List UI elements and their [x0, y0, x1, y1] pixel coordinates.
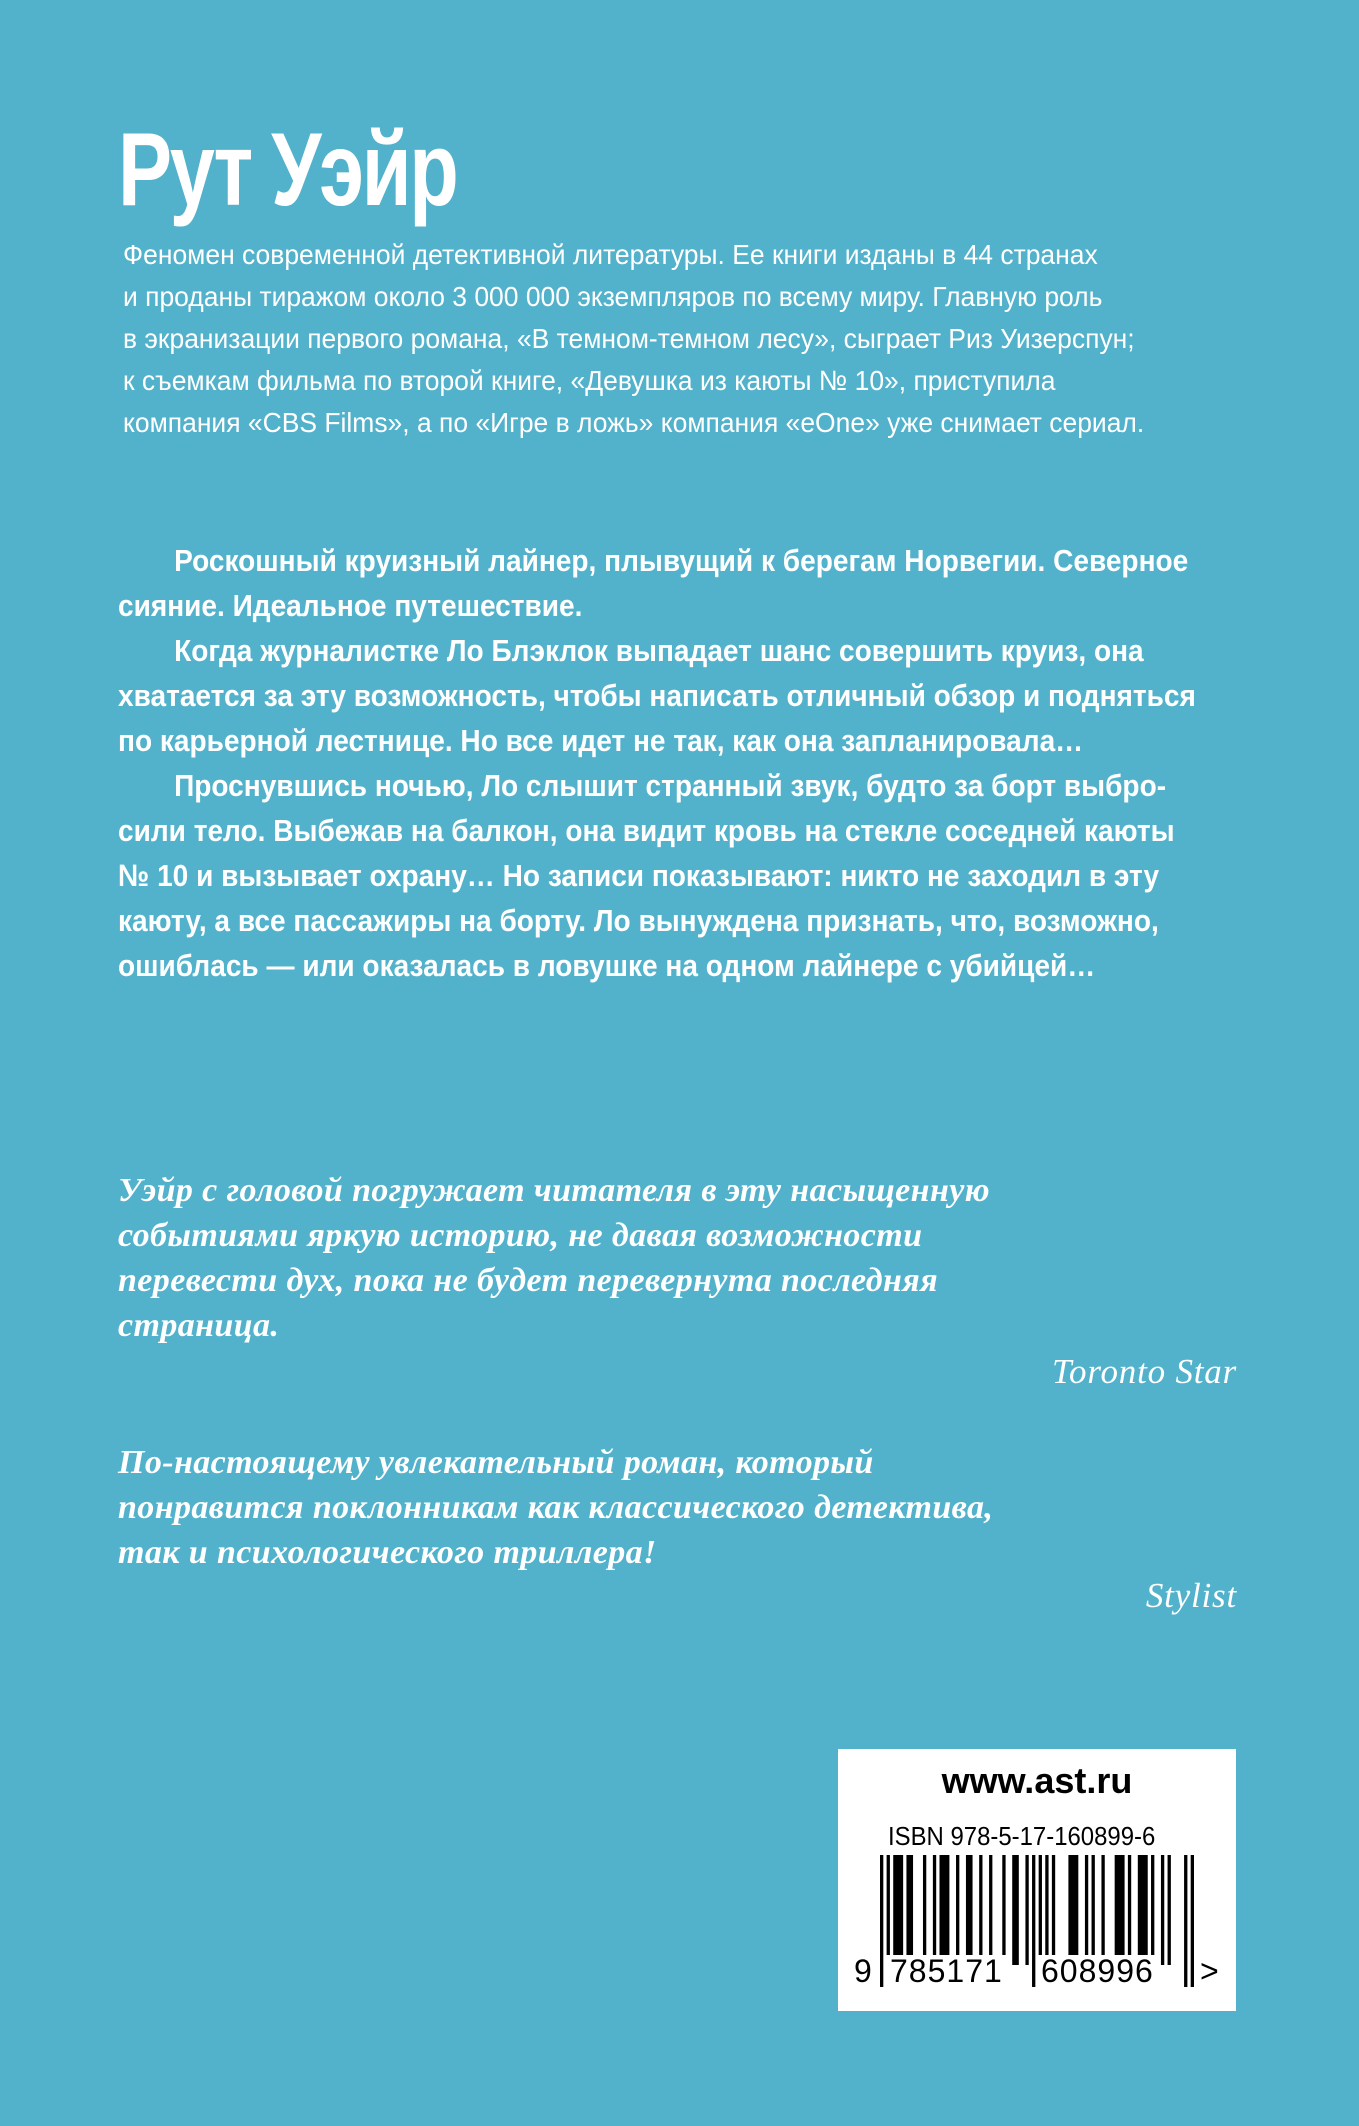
barcode-bar [1045, 1855, 1048, 1965]
barcode-bar [1052, 1855, 1055, 1965]
quote-line: По-настоящему увлекательный роман, который [118, 1444, 874, 1481]
barcode-bar [893, 1855, 903, 1965]
barcode-guard-bar [1184, 1855, 1187, 1987]
barcode-bar [906, 1855, 913, 1965]
bio-line: в экранизации первого романа, «В темном-темном лесу», сыграет Риз Уизерспун; [123, 323, 1135, 354]
barcode-digit-group: 608996 [1037, 1955, 1158, 1987]
synopsis-line: Проснувшись ночью, Ло слышит странный звук, будто за борт выбро- [174, 768, 1167, 803]
review-source: Stylist [1145, 1576, 1237, 1615]
synopsis-line: по карьерной лестнице. Но все идет не так, как она запланировала… [118, 723, 1084, 758]
barcode-bar [1101, 1855, 1104, 1965]
review-quote [118, 1168, 1242, 1348]
barcode-bar [1115, 1855, 1125, 1965]
synopsis-line: сили тело. Выбежав на балкон, она видит кровь на стекле соседней каюты [118, 813, 1175, 848]
barcode-bar [923, 1855, 926, 1965]
quote-line: понравится поклонникам как классического детектива, [118, 1489, 994, 1526]
quote-line: Уэйр с головой погружает читателя в эту насыщенную [118, 1172, 990, 1209]
barcode-bar [1092, 1855, 1095, 1965]
barcode-bar [966, 1855, 973, 1965]
barcode-bar [1012, 1855, 1019, 1965]
review-source: Toronto Star [1052, 1352, 1237, 1391]
barcode-digit-group: 785171 [886, 1955, 1007, 1987]
barcode-bar [1168, 1855, 1171, 1965]
barcode-guard-bar [880, 1855, 883, 1987]
barcode-bar [1085, 1855, 1088, 1965]
synopsis-line: хватается за эту возможность, чтобы написать отличный обзор и подняться [118, 678, 1196, 713]
barcode-bar [1151, 1855, 1154, 1965]
barcode-bar [1002, 1855, 1005, 1965]
synopsis-line: ошиблась — или оказалась в ловушке на одном лайнере с убийцей… [118, 948, 1096, 983]
book-synopsis [118, 538, 1242, 988]
barcode-bar [1161, 1855, 1164, 1965]
quote-line: перевести дух, пока не будет перевернута последняя [118, 1262, 939, 1299]
bio-line: Феномен современной детективной литературы. Ее книги изданы в 44 странах [123, 239, 1098, 270]
isbn-block [838, 1749, 1236, 2011]
quote-line: так и психологического триллера! [118, 1534, 657, 1571]
synopsis-line: Роскошный круизный лайнер, плывущий к берегам Норвегии. Северное [174, 543, 1189, 578]
publisher-website: www.ast.ru [941, 1760, 1133, 1801]
isbn-number: ISBN 978-5-17-160899-6 [888, 1821, 1156, 1851]
barcode-bar [956, 1855, 959, 1965]
barcode-trailer: > [1200, 1953, 1219, 1989]
barcode-bar [1128, 1855, 1131, 1965]
review-quote [118, 1440, 1242, 1575]
bio-line: компания «CBS Films», а по «Игре в ложь» компания «eOne» уже снимает сериал. [123, 407, 1145, 438]
barcode-guard-bar [1191, 1855, 1194, 1987]
synopsis-line: № 10 и вызывает охрану… Но записи показывают: никто не заходил в эту [118, 858, 1160, 893]
barcode-bar [939, 1855, 949, 1965]
barcode-bar [1138, 1855, 1148, 1965]
barcode-guard-bar [1032, 1855, 1035, 1987]
barcode-bar [989, 1855, 992, 1965]
barcode-bar [1068, 1855, 1078, 1965]
barcode-bar [933, 1855, 936, 1965]
barcode-bar [979, 1855, 982, 1965]
barcode-lead-digit: 9 [854, 1953, 872, 1989]
bio-line: и проданы тиражом около 3 000 000 экземпляров по всему миру. Главную роль [123, 281, 1103, 312]
barcode-bar [1025, 1855, 1028, 1965]
synopsis-line: сияние. Идеальное путешествие. [118, 588, 583, 623]
bio-line: к съемкам фильма по второй книге, «Девушка из каюты № 10», приступила [123, 365, 1056, 396]
quote-line: страница. [118, 1307, 280, 1344]
author-bio [123, 234, 1243, 444]
author-name: Рут Уэйр [118, 112, 457, 228]
synopsis-line: Когда журналистке Ло Блэклок выпадает шанс совершить круиз, она [174, 633, 1144, 668]
synopsis-line: каюту, а все пассажиры на борту. Ло вынуждена признать, что, возможно, [118, 903, 1159, 938]
quote-line: событиями яркую историю, не давая возможности [118, 1217, 923, 1254]
